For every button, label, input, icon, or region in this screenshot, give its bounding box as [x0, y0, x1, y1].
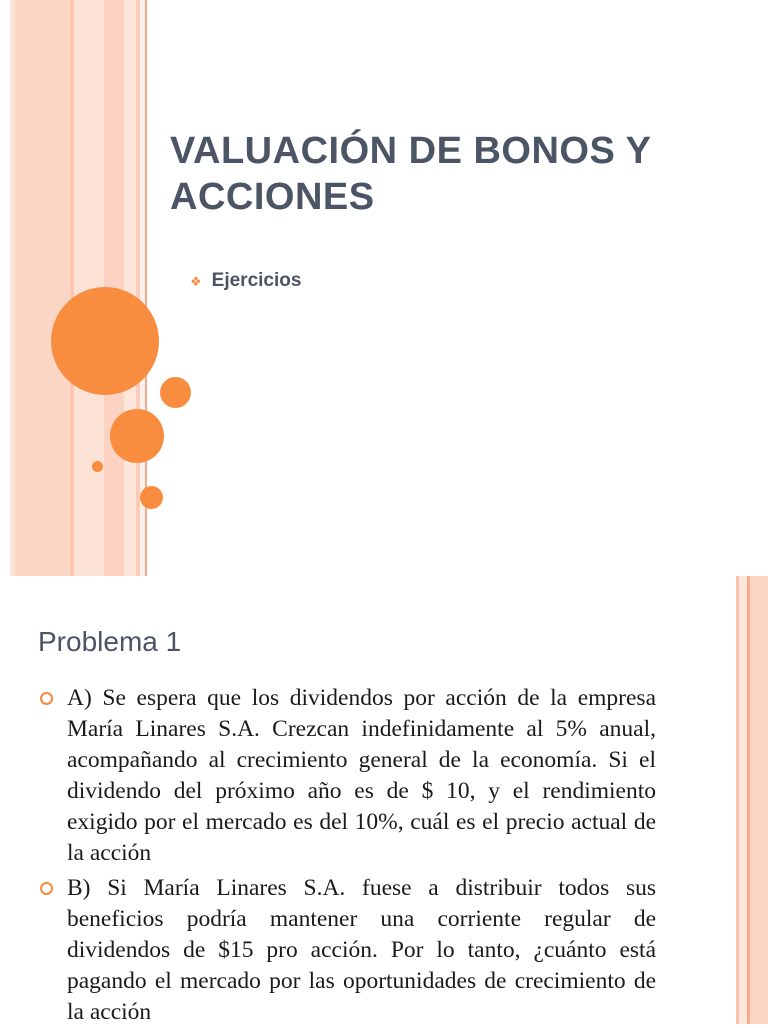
problem-text: B) Si María Linares S.A. fuese a distribuir todos sus beneficios podría mantener una corriente regular de dividendos de $15 pro acción. Por lo tanto, ¿cuánto está pagando el mercado por las oportunidades de crecimiento de la acción — [67, 875, 656, 1025]
decorative-stripe — [750, 576, 768, 1024]
bullet-label: Ejercicios — [211, 270, 302, 291]
decorative-circle — [110, 409, 164, 463]
slide-title — [170, 128, 730, 220]
decorative-stripe — [739, 576, 747, 1024]
slide-title-line: ACCIONES — [170, 176, 375, 218]
decorative-stripe — [15, 0, 70, 576]
bullet-item — [190, 270, 301, 292]
decorative-circle — [92, 461, 103, 472]
decorative-circle — [140, 486, 163, 509]
list-item — [40, 683, 656, 869]
ring-bullet-icon — [40, 882, 53, 895]
decorative-circle — [51, 287, 159, 395]
list-item — [40, 873, 656, 1028]
slide-title: Problema 1 — [38, 626, 182, 657]
problem-text: A) Se espera que los dividendos por acción de la empresa María Linares S.A. Crezcan indefinidamente al 5% anual, acompañando al crecimiento general de la economía. Si el dividendo del próximo año es de $ 10, y el rendimiento exigido por el mercado es del 10%, cuál es el precio actual de la acción — [67, 685, 656, 866]
slide-title-line: VALUACIÓN DE BONOS Y — [170, 130, 652, 172]
ring-bullet-icon — [40, 692, 53, 705]
decorative-stripe — [124, 0, 136, 576]
decorative-circle — [160, 377, 191, 408]
diamond-bullet-icon: ❖ — [190, 273, 202, 289]
